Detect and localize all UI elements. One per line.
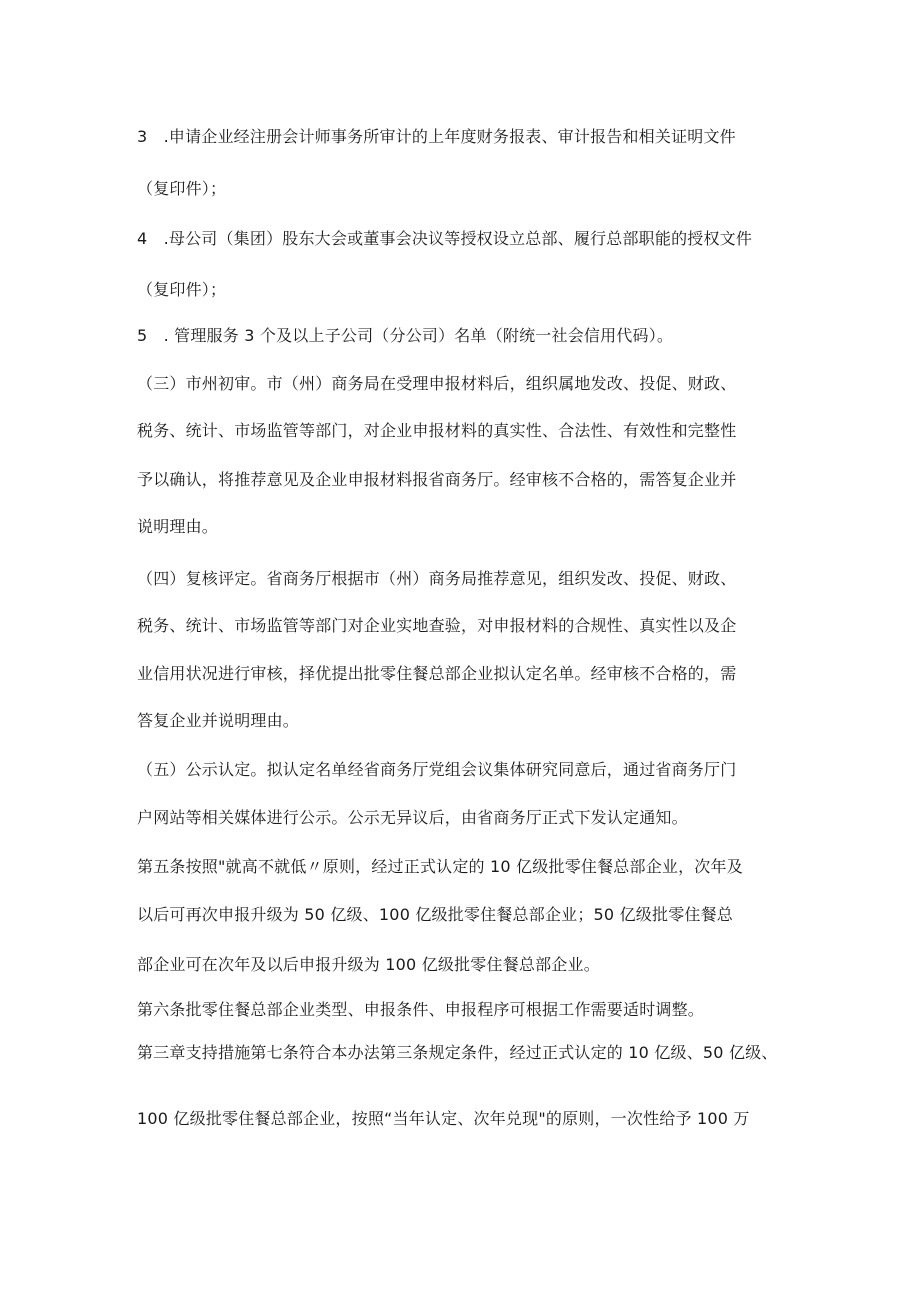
section-3-line-2: 税务、统计、市场监管等部门，对企业申报材料的真实性、合法性、有效性和完整性 xyxy=(137,421,737,440)
article-5-line-2: 以后可再次申报升级为 50 亿级、100 亿级批零住餐总部企业；50 亿级批零住餐总 xyxy=(137,905,734,924)
item-4-line-2: （复印件）； xyxy=(137,280,227,299)
section-4-line-4: 答复企业并说明理由。 xyxy=(137,711,300,730)
article-6-line: 第六条批零住餐总部企业类型、申报条件、申报程序可根据工作需要适时调整。 xyxy=(137,1000,705,1019)
section-3-line-3: 予以确认，将推荐意见及企业申报材料报省商务厅。经审核不合格的，需答复企业并 xyxy=(137,470,737,489)
section-4-line-3: 业信用状况进行审核，择优提出批零住餐总部企业拟认定名单。经审核不合格的，需 xyxy=(137,664,737,683)
section-3-line-1: （三）市州初审。市（州）商务局在受理申报材料后，组织属地发改、投促、财政、 xyxy=(137,374,737,393)
article-5-line-3: 部企业可在次年及以后申报升级为 100 亿级批零住餐总部企业。 xyxy=(137,955,600,974)
article-5-line-1: 第五条按照"就高不就低〃原则，经过正式认定的 10 亿级批零住餐总部企业，次年及 xyxy=(137,857,743,876)
chapter-3-article-7-line-1: 第三章支持措施第七条符合本办法第三条规定条件，经过正式认定的 10 亿级、50 亿级、 xyxy=(137,1043,778,1062)
item-3-line-2: （复印件）； xyxy=(137,179,227,198)
section-4-line-2: 税务、统计、市场监管等部门对企业实地查验，对申报材料的合规性、真实性以及企 xyxy=(137,616,737,635)
section-3-line-4: 说明理由。 xyxy=(137,517,219,536)
section-5-line-2: 户网站等相关媒体进行公示。公示无异议后，由省商务厅正式下发认定通知。 xyxy=(137,808,688,827)
section-5-line-1: （五）公示认定。拟认定名单经省商务厅党组会议集体研究同意后，通过省商务厅门 xyxy=(137,760,737,779)
item-3-line-1: 3 .申请企业经注册会计师事务所审计的上年度财务报表、审计报告和相关证明文件 xyxy=(137,127,736,146)
item-4-line-1: 4 .母公司（集团）股东大会或董事会决议等授权设立总部、履行总部职能的授权文件 xyxy=(137,229,753,248)
section-4-line-1: （四）复核评定。省商务厅根据市（州）商务局推荐意见，组织发改、投促、财政、 xyxy=(137,569,737,588)
chapter-3-article-7-line-2: 100 亿级批零住餐总部企业，按照“当年认定、次年兑现"的原则，一次性给予 100 万 xyxy=(137,1109,750,1128)
item-5-line: 5 . 管理服务 3 个及以上子公司（分公司）名单（附统一社会信用代码）。 xyxy=(137,326,674,345)
